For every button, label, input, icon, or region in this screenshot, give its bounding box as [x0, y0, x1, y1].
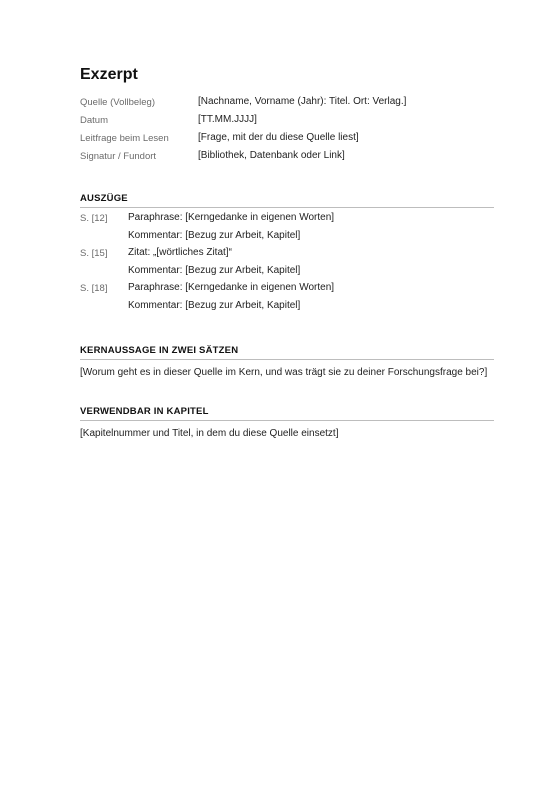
excerpt-text: Paraphrase: [Kerngedanke in eigenen Worten] [128, 282, 335, 293]
excerpt-text: Kommentar: [Bezug zur Arbeit, Kapitel] [128, 299, 301, 311]
excerpt-row [80, 247, 494, 265]
core-statement-heading: KERNAUSSAGE IN ZWEI SÄTZEN [80, 345, 494, 360]
source-meta-table [80, 95, 494, 167]
excerpt-row [80, 212, 494, 230]
meta-label: Datum [80, 115, 108, 126]
meta-value: [Bibliothek, Datenbank oder Link] [198, 150, 345, 161]
excerpt-text: Zitat: „[wörtliches Zitat]“ [128, 247, 232, 258]
excerpt-text: Paraphrase: [Kerngedanke in eigenen Worten] [128, 212, 335, 223]
meta-row-date [80, 113, 494, 131]
excerpt-page: S. [18] [80, 283, 108, 294]
meta-value: [TT.MM.JJJJ] [198, 114, 257, 125]
excerpt-row [80, 300, 494, 318]
meta-value: [Nachname, Vorname (Jahr): Titel. Ort: Verlag.] [198, 96, 407, 107]
meta-label: Quelle (Vollbeleg) [80, 97, 155, 108]
chapter-heading: VERWENDBAR IN KAPITEL [80, 406, 494, 421]
meta-value: [Frage, mit der du diese Quelle liest] [198, 132, 359, 143]
excerpt-row [80, 230, 494, 248]
excerpt-text: Kommentar: [Bezug zur Arbeit, Kapitel] [128, 229, 301, 241]
meta-row-location [80, 149, 494, 167]
excerpt-page: S. [12] [80, 213, 108, 224]
excerpts-heading: AUSZÜGE [80, 193, 494, 208]
core-statement-text: [Worum geht es in dieser Quelle im Kern, und was trägt sie zu deiner Forschungsfrage bei?] [80, 367, 488, 378]
meta-label: Signatur / Fundort [80, 151, 157, 162]
excerpt-row [80, 265, 494, 283]
page-title: Exzerpt [80, 66, 138, 83]
meta-row-source [80, 95, 494, 113]
excerpts-list [80, 212, 494, 317]
meta-row-question [80, 131, 494, 149]
excerpt-row [80, 282, 494, 300]
excerpt-page: S. [15] [80, 248, 108, 259]
chapter-text: [Kapitelnummer und Titel, in dem du diese Quelle einsetzt] [80, 428, 339, 439]
excerpt-text: Kommentar: [Bezug zur Arbeit, Kapitel] [128, 264, 301, 276]
meta-label: Leitfrage beim Lesen [80, 133, 169, 144]
